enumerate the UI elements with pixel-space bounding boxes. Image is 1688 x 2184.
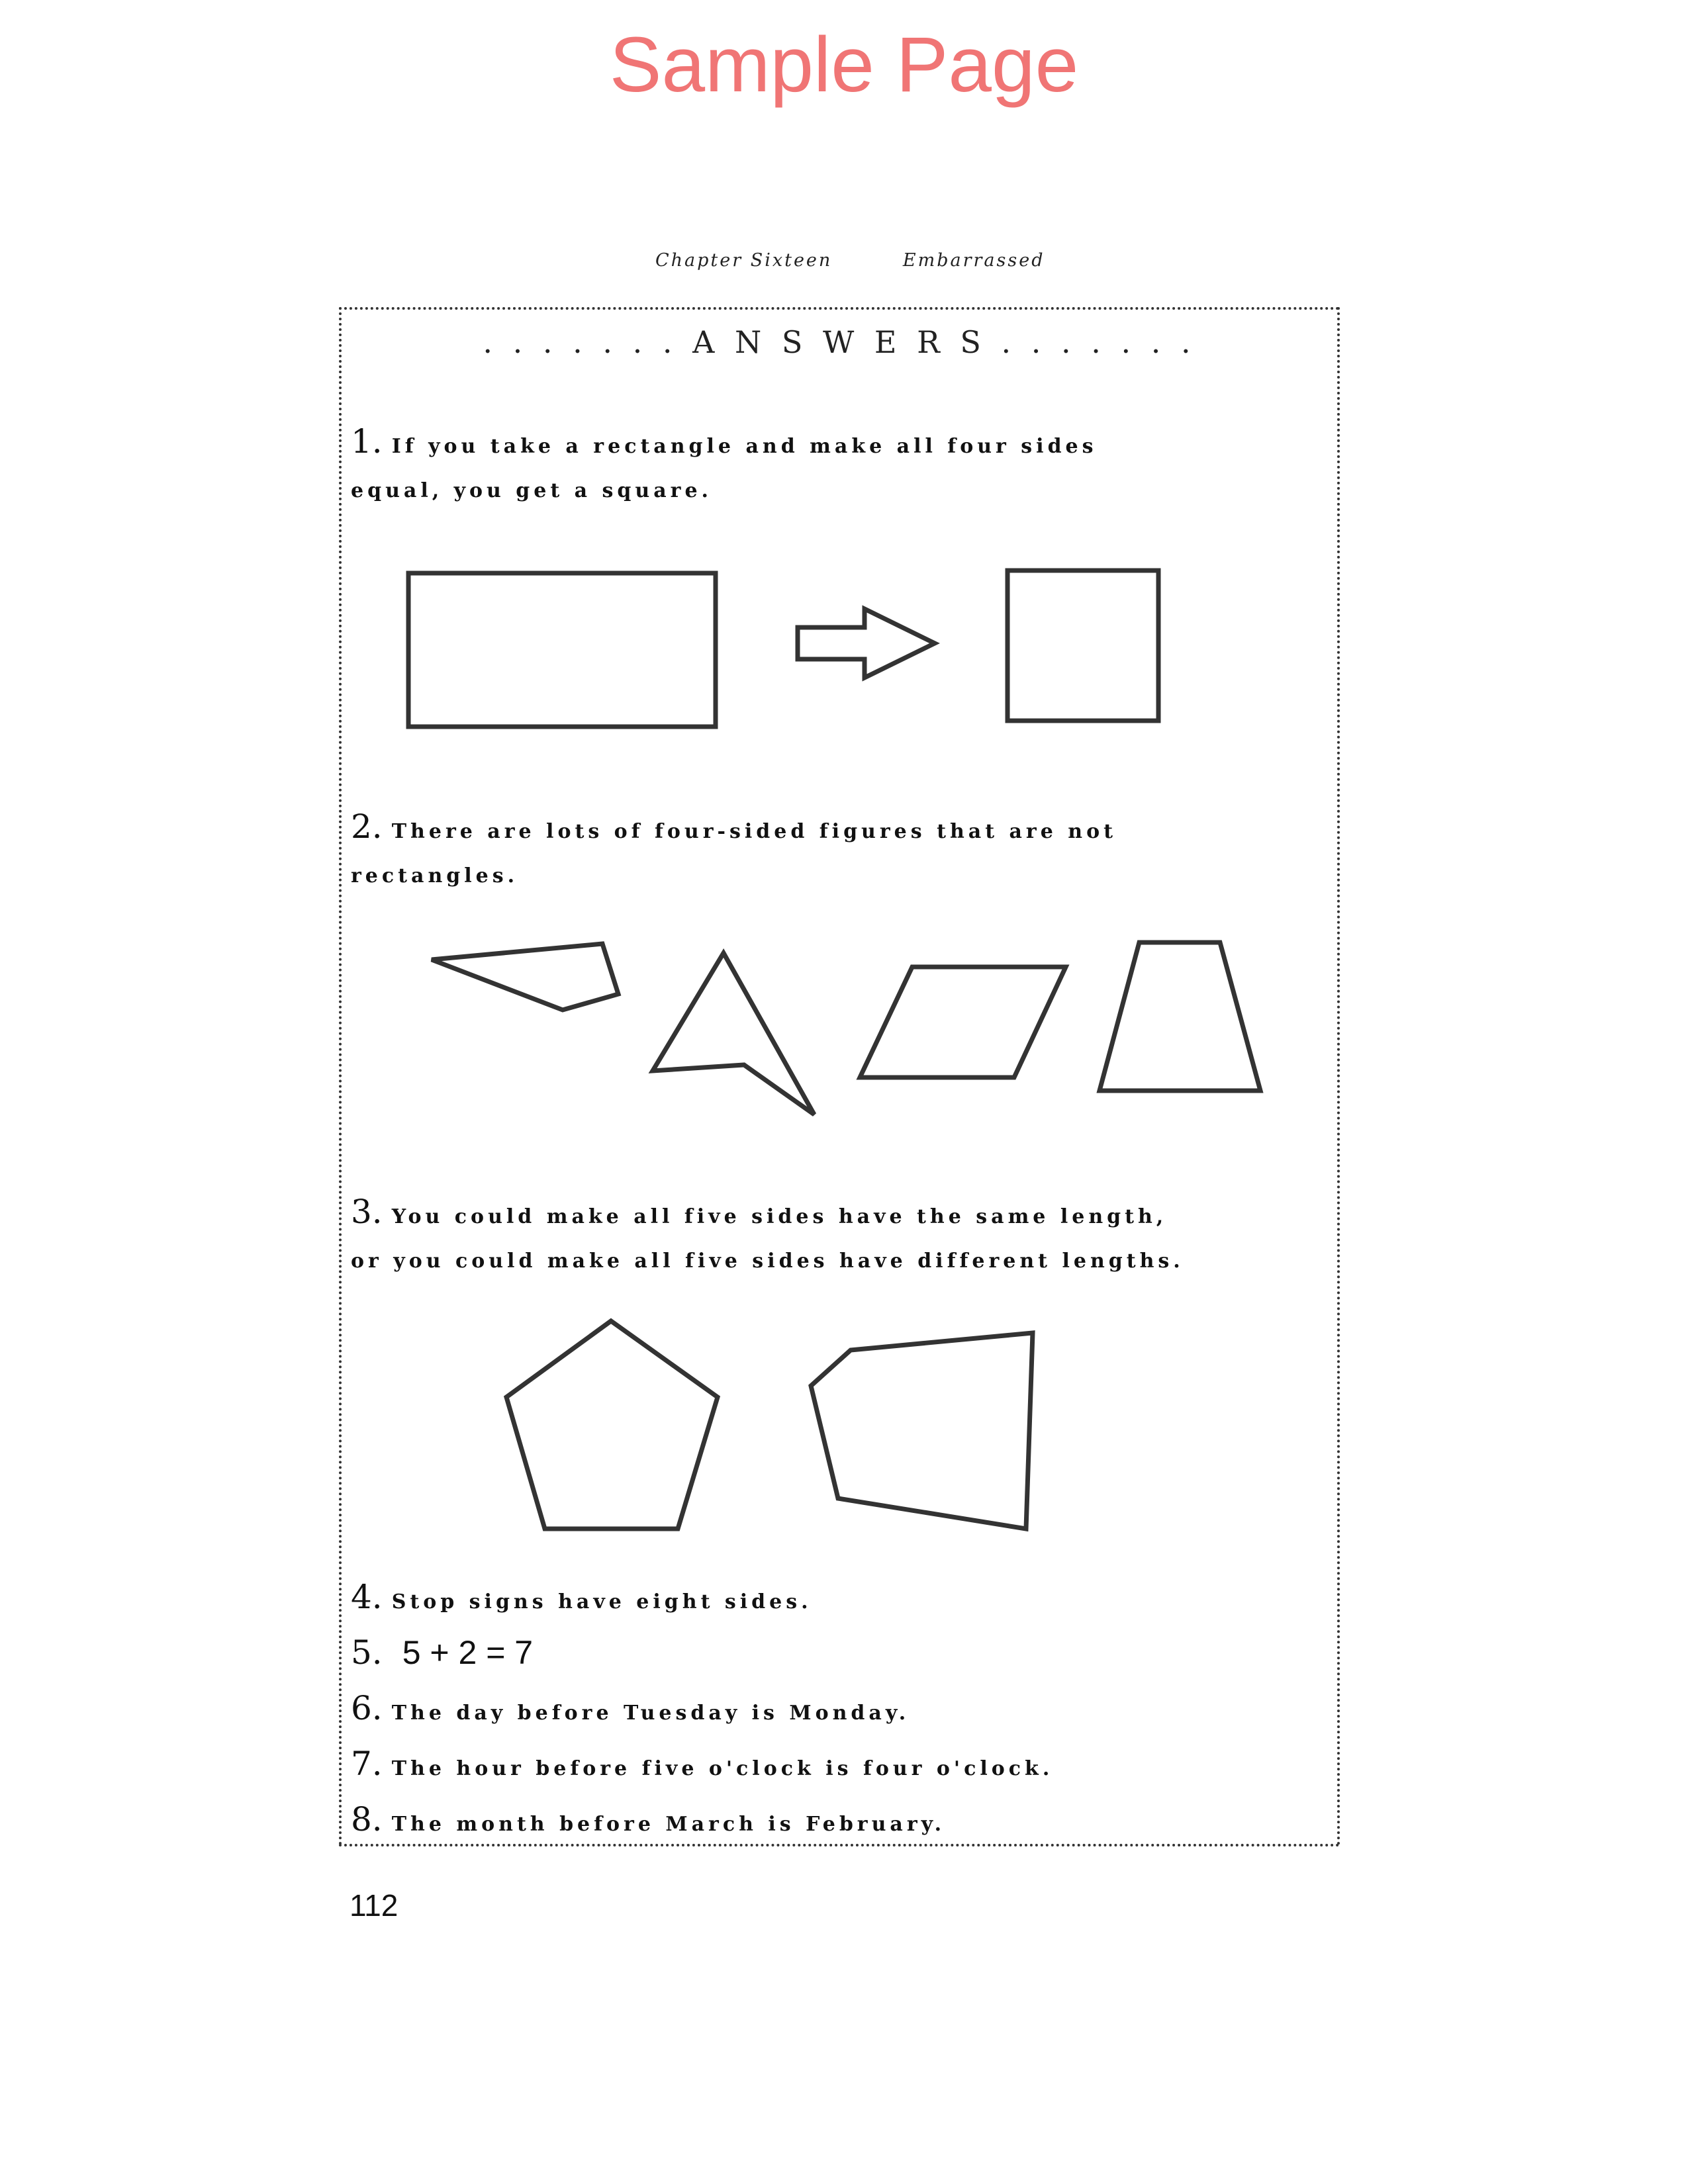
chapter-label: Chapter Sixteen — [655, 250, 833, 271]
answer-text: The month before March is February. — [391, 1813, 946, 1836]
answer-text: The hour before five o'clock is four o'clock. — [391, 1757, 1054, 1780]
arrowhead-quadrilateral-figure — [653, 953, 814, 1115]
figures-group — [408, 570, 1260, 1529]
answer-text-line: There are lots of four-sided figures that are not — [391, 820, 1117, 843]
answer-text-line: You could make all five sides have the same length, — [391, 1205, 1168, 1228]
answer-number: 2. — [351, 807, 383, 846]
irregular-quadrilateral-figure — [432, 944, 618, 1010]
answer-number: 8. — [351, 1800, 383, 1839]
parallelogram-figure — [860, 967, 1066, 1077]
answers-heading: . . . . . . . A N S W E R S . . . . . . . — [483, 324, 1196, 360]
answer-text-line: If you take a rectangle and make all four sides — [391, 435, 1098, 458]
sample-page-watermark: Sample Page — [609, 21, 1079, 109]
answer-equation: 5 + 2 = 7 — [402, 1634, 534, 1671]
arrow-right-icon — [798, 609, 935, 678]
square-figure — [1008, 570, 1158, 721]
page-number: 112 — [350, 1888, 399, 1923]
chapter-title: Embarrassed — [902, 250, 1045, 271]
answer-number: 4. — [351, 1578, 383, 1616]
answer-number: 7. — [351, 1745, 383, 1783]
answer-number: 3. — [351, 1193, 383, 1231]
answer-text-line: or you could make all five sides have different lengths. — [351, 1250, 1184, 1273]
answer-text: Stop signs have eight sides. — [391, 1590, 812, 1614]
answer-text-line: rectangles. — [351, 864, 519, 887]
regular-pentagon-figure — [506, 1321, 718, 1529]
rectangle-figure — [408, 573, 716, 727]
answer-number: 1. — [351, 422, 383, 461]
trapezoid-figure — [1100, 942, 1260, 1091]
answer-text-line: equal, you get a square. — [351, 479, 712, 502]
irregular-pentagon-figure — [811, 1333, 1033, 1529]
answer-text: The day before Tuesday is Monday. — [391, 1702, 910, 1725]
answer-number: 6. — [351, 1689, 383, 1727]
answer-number: 5. — [351, 1633, 383, 1672]
